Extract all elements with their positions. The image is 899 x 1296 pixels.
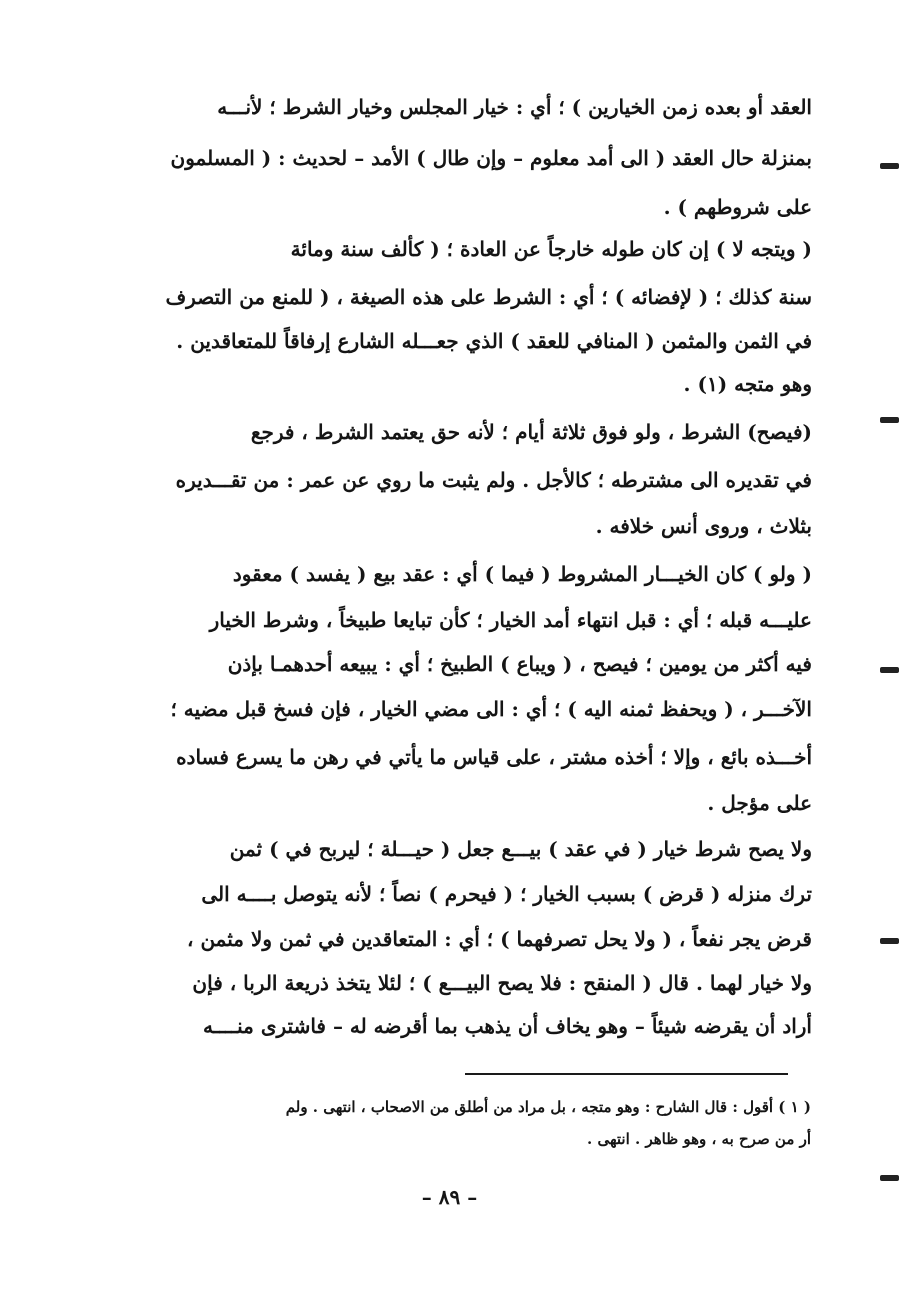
margin-mark (880, 667, 899, 673)
text-line: ترك منزله ( قرض ) بسبب الخيار ؛ ( فيحرم ) نصاً ؛ لأنه يتوصل بــــه الى (201, 882, 812, 906)
text-line: (فيصح) الشرط ، ولو فوق ثلاثة أيام ؛ لأنه حق يعتمد الشرط ، فرجع (250, 420, 812, 444)
margin-mark (880, 417, 899, 423)
text-line: بمنزلة حال العقد ( الى أمد معلوم – وإن طال ) الأمد – لحديث : ( المسلمون (170, 146, 812, 170)
margin-mark (880, 163, 899, 169)
text-line: بثلاث ، وروى أنس خلافه . (595, 514, 812, 538)
text-line: أخـــذه بائع ، وإلا ؛ أخذه مشتر ، على قياس ما يأتي في رهن ما يسرع فساده (176, 745, 812, 769)
text-line: العقد أو بعده زمن الخيارين ) ؛ أي : خيار المجلس وخيار الشرط ؛ لأنـــه (217, 95, 812, 119)
footnote-line: ( ١ ) أقول : قال الشارح : وهو متجه ، بل مراد من أطلق من الاصحاب ، انتهى . ولم (285, 1098, 811, 1116)
footnote-divider (465, 1073, 788, 1075)
text-line: ( ولو ) كان الخيـــار المشروط ( فيما ) أي : عقد بيع ( يفسد ) معقود (232, 562, 812, 586)
text-line: على مؤجل . (707, 791, 812, 815)
text-line: الآخـــر ، ( ويحفظ ثمنه اليه ) ؛ أي : الى مضي الخيار ، فإن فسخ قبل مضيه ؛ (170, 697, 812, 721)
text-line: فيه أكثر من يومين ؛ فيصح ، ( ويباع ) الطبيخ ؛ أي : يبيعه أحدهمـا بإذن (227, 652, 812, 676)
text-line: ولا خيار لهما . قال ( المنقح : فلا يصح البيـــع ) ؛ لئلا يتخذ ذريعة الربا ، فإن (192, 971, 812, 995)
text-line: وهو متجه (١) . (683, 372, 812, 396)
text-line: في الثمن والمثمن ( المنافي للعقد ) الذي جعـــله الشارع إرفاقاً للمتعاقدين . (176, 329, 812, 353)
margin-mark (880, 938, 899, 944)
text-line: على شروطهم ) . (663, 195, 812, 219)
text-line: سنة كذلك ؛ ( لإفضائه ) ؛ أي : الشرط على هذه الصيغة ، ( للمنع من التصرف (165, 285, 812, 309)
main-text (100, 0, 812, 1060)
footnote-line: أر من صرح به ، وهو ظاهر . انتهى . (587, 1130, 811, 1148)
page-number: – ٨٩ – (421, 1185, 478, 1209)
text-line: عليـــه قبله ؛ أي : قبل انتهاء أمد الخيار ؛ كأن تبايعا طبيخاً ، وشرط الخيار (209, 608, 812, 632)
text-line: أراد أن يقرضه شيئاً – وهو يخاف أن يذهب بما أقرضه له – فاشترى منــــه (202, 1014, 812, 1038)
margin-mark (880, 1175, 899, 1181)
text-line: ولا يصح شرط خيار ( في عقد ) بيـــع جعل ( حيـــلة ؛ ليربح في ) ثمن (229, 837, 812, 861)
text-line: ( ويتجه لا ) إن كان طوله خارجاً عن العادة ؛ ( كألف سنة ومائة (290, 237, 812, 261)
text-line: قرض يجر نفعاً ، ( ولا يحل تصرفهما ) ؛ أي : المتعاقدين في ثمن ولا مثمن ، (187, 927, 812, 951)
text-line: في تقديره الى مشترطه ؛ كالأجل . ولم يثبت ما روي عن عمر : من تقـــديره (175, 468, 812, 492)
